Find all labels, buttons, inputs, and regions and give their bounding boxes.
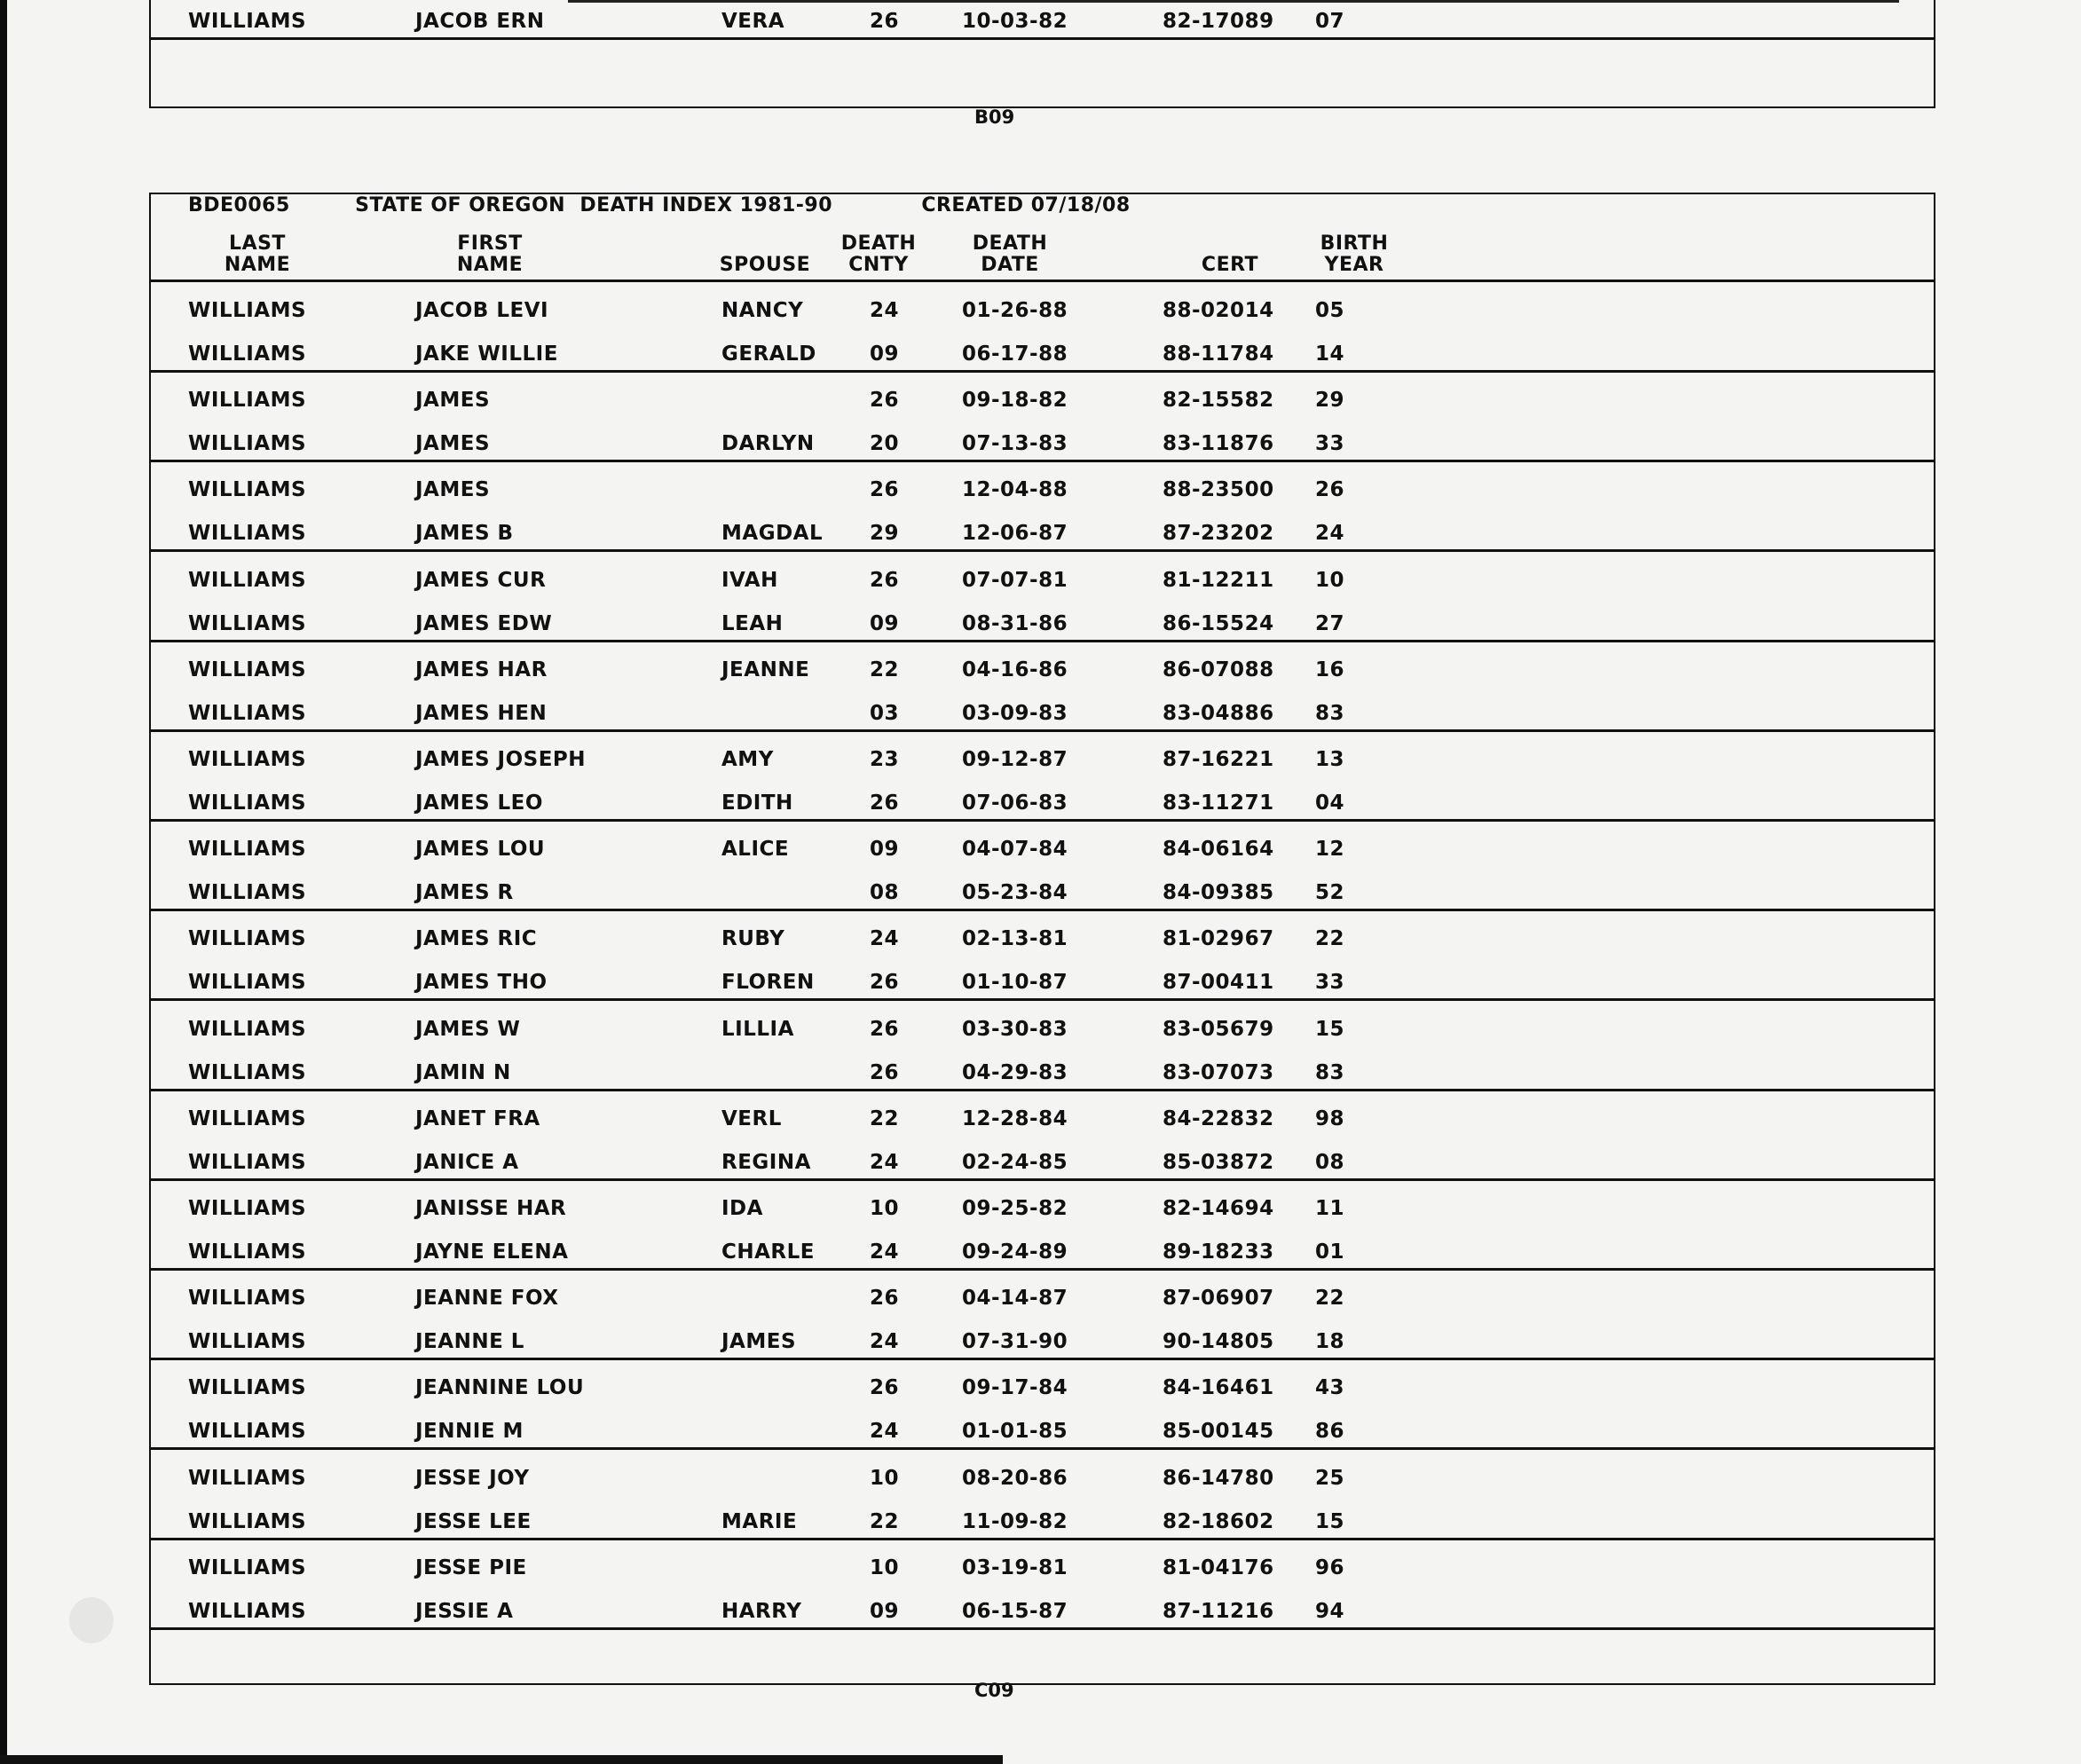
last-name-cell: WILLIAMS xyxy=(188,881,307,905)
spouse-cell: LEAH xyxy=(721,611,784,635)
column-header-birth-year xyxy=(1301,233,1407,276)
birth-year-cell: 22 xyxy=(1315,927,1345,951)
death-date-cell: 02-24-85 xyxy=(962,1150,1068,1174)
column-header-line2: CERT xyxy=(1201,254,1259,276)
first-name-cell: JEANNE L xyxy=(415,1330,524,1354)
birth-year-cell: 29 xyxy=(1315,389,1345,413)
last-name-cell: WILLIAMS xyxy=(188,1060,307,1084)
first-name-cell: JENNIE M xyxy=(415,1420,524,1444)
cert-number-cell: 83-11876 xyxy=(1163,432,1274,456)
death-date-cell: 07-06-83 xyxy=(962,791,1068,815)
row-rule xyxy=(151,1089,1934,1091)
death-county-cell: 29 xyxy=(870,522,900,546)
first-name-cell: JESSE LEE xyxy=(415,1509,532,1533)
spouse-cell: IDA xyxy=(721,1197,763,1220)
cert-number-cell: 87-11216 xyxy=(1163,1599,1274,1623)
death-date-cell: 04-16-86 xyxy=(962,658,1068,681)
cert-number-cell: 86-15524 xyxy=(1163,611,1274,635)
cert-number-cell: 84-22832 xyxy=(1163,1106,1274,1130)
death-date-cell: 06-15-87 xyxy=(962,1599,1068,1623)
column-header-line1: DEATH xyxy=(972,232,1048,255)
last-name-cell: WILLIAMS xyxy=(188,432,307,456)
last-name-cell: WILLIAMS xyxy=(188,1240,307,1264)
death-date-cell: 12-04-88 xyxy=(962,478,1068,502)
cert-number-cell: 84-09385 xyxy=(1163,881,1274,905)
spouse-cell: NANCY xyxy=(721,299,804,322)
cert-number-cell: 82-17089 xyxy=(1163,10,1274,33)
column-header-line2: NAME xyxy=(224,254,291,276)
birth-year-cell: 25 xyxy=(1315,1466,1345,1490)
death-index-table xyxy=(149,193,1935,1685)
birth-year-cell: 52 xyxy=(1315,881,1345,905)
death-date-cell: 03-30-83 xyxy=(962,1017,1068,1041)
spouse-cell: ALICE xyxy=(721,838,790,862)
report-created: CREATED 07/18/08 xyxy=(921,194,1131,217)
first-name-cell: JAMIN N xyxy=(415,1060,511,1084)
cert-number-cell: 83-11271 xyxy=(1163,791,1274,815)
column-header-cert-number xyxy=(1177,233,1283,276)
death-county-cell: 22 xyxy=(870,658,900,681)
birth-year-cell: 15 xyxy=(1315,1017,1345,1041)
report-header xyxy=(188,194,1131,217)
scan-edge-bottom xyxy=(0,1755,1003,1764)
column-header-spouse xyxy=(712,233,818,276)
death-county-cell: 10 xyxy=(870,1466,900,1490)
death-date-cell: 12-28-84 xyxy=(962,1106,1068,1130)
birth-year-cell: 08 xyxy=(1315,1150,1345,1174)
death-county-cell: 10 xyxy=(870,1197,900,1220)
birth-year-cell: 94 xyxy=(1315,1599,1345,1623)
last-name-cell: WILLIAMS xyxy=(188,1509,307,1533)
birth-year-cell: 15 xyxy=(1315,1509,1345,1533)
last-name-cell: WILLIAMS xyxy=(188,611,307,635)
last-name-cell: WILLIAMS xyxy=(188,1287,307,1311)
cert-number-cell: 86-14780 xyxy=(1163,1466,1274,1490)
first-name-cell: JAMES EDW xyxy=(415,611,553,635)
column-header-line2: NAME xyxy=(456,254,524,276)
spouse-cell: GERALD xyxy=(721,343,816,366)
row-rule xyxy=(151,998,1934,1001)
column-header-last-name xyxy=(204,233,311,276)
death-date-cell: 01-01-85 xyxy=(962,1420,1068,1444)
last-name-cell: WILLIAMS xyxy=(188,299,307,322)
first-name-cell: JEANNE FOX xyxy=(415,1287,559,1311)
death-county-cell: 26 xyxy=(870,1376,900,1400)
page-code-bottom: C09 xyxy=(974,1680,1014,1701)
last-name-cell: WILLIAMS xyxy=(188,1150,307,1174)
death-date-cell: 10-03-82 xyxy=(962,10,1068,33)
birth-year-cell: 07 xyxy=(1315,10,1345,33)
cert-number-cell: 87-16221 xyxy=(1163,748,1274,771)
death-date-cell: 01-26-88 xyxy=(962,299,1068,322)
birth-year-cell: 13 xyxy=(1315,748,1345,771)
column-header-death-county xyxy=(825,233,932,276)
column-header-line2: CNTY xyxy=(848,254,909,276)
cert-number-cell: 81-12211 xyxy=(1163,568,1274,592)
first-name-cell: JAMES B xyxy=(415,522,514,546)
first-name-cell: JAKE WILLIE xyxy=(415,343,558,366)
death-county-cell: 24 xyxy=(870,927,900,951)
cert-number-cell: 88-11784 xyxy=(1163,343,1274,366)
birth-year-cell: 14 xyxy=(1315,343,1345,366)
column-header-line1: BIRTH xyxy=(1320,232,1389,255)
birth-year-cell: 27 xyxy=(1315,611,1345,635)
death-date-cell: 09-17-84 xyxy=(962,1376,1068,1400)
last-name-cell: WILLIAMS xyxy=(188,568,307,592)
first-name-cell: JACOB LEVI xyxy=(415,299,549,322)
birth-year-cell: 11 xyxy=(1315,1197,1345,1220)
row-rule xyxy=(151,460,1934,462)
birth-year-cell: 43 xyxy=(1315,1376,1345,1400)
cert-number-cell: 87-23202 xyxy=(1163,522,1274,546)
birth-year-cell: 12 xyxy=(1315,838,1345,862)
last-name-cell: WILLIAMS xyxy=(188,1555,307,1579)
death-date-cell: 03-19-81 xyxy=(962,1555,1068,1579)
last-name-cell: WILLIAMS xyxy=(188,389,307,413)
first-name-cell: JEANNINE LOU xyxy=(415,1376,585,1400)
report-title: STATE OF OREGON DEATH INDEX 1981-90 xyxy=(355,194,833,217)
first-name-cell: JAMES LOU xyxy=(415,838,546,862)
previous-section-box xyxy=(149,0,1935,108)
death-county-cell: 20 xyxy=(870,432,900,456)
death-date-cell: 05-23-84 xyxy=(962,881,1068,905)
spouse-cell: MARIE xyxy=(721,1509,798,1533)
last-name-cell: WILLIAMS xyxy=(188,1599,307,1623)
birth-year-cell: 86 xyxy=(1315,1420,1345,1444)
last-name-cell: WILLIAMS xyxy=(188,1106,307,1130)
column-header-line1: LAST xyxy=(229,232,286,255)
cert-number-cell: 81-02967 xyxy=(1163,927,1274,951)
cert-number-cell: 83-07073 xyxy=(1163,1060,1274,1084)
last-name-cell: WILLIAMS xyxy=(188,343,307,366)
death-county-cell: 24 xyxy=(870,299,900,322)
page-code-top: B09 xyxy=(974,106,1015,128)
birth-year-cell: 16 xyxy=(1315,658,1345,681)
row-rule xyxy=(151,1268,1934,1271)
row-rule xyxy=(151,1447,1934,1450)
cert-number-cell: 88-02014 xyxy=(1163,299,1274,322)
death-county-cell: 09 xyxy=(870,611,900,635)
death-date-cell: 06-17-88 xyxy=(962,343,1068,366)
death-county-cell: 26 xyxy=(870,478,900,502)
death-date-cell: 12-06-87 xyxy=(962,522,1068,546)
row-rule xyxy=(151,1178,1934,1181)
first-name-cell: JAMES xyxy=(415,432,491,456)
first-name-cell: JANICE A xyxy=(415,1150,519,1174)
cert-number-cell: 83-05679 xyxy=(1163,1017,1274,1041)
cert-number-cell: 82-14694 xyxy=(1163,1197,1274,1220)
report-id: BDE0065 xyxy=(188,194,290,217)
death-date-cell: 02-13-81 xyxy=(962,927,1068,951)
last-name-cell: WILLIAMS xyxy=(188,1330,307,1354)
column-header-first-name xyxy=(437,233,543,276)
birth-year-cell: 05 xyxy=(1315,299,1345,322)
column-header-death-date xyxy=(957,233,1063,276)
first-name-cell: JAMES R xyxy=(415,881,514,905)
death-county-cell: 09 xyxy=(870,838,900,862)
row-rule xyxy=(151,819,1934,822)
cert-number-cell: 85-03872 xyxy=(1163,1150,1274,1174)
row-rule xyxy=(151,909,1934,911)
death-date-cell: 08-20-86 xyxy=(962,1466,1068,1490)
spouse-cell: FLOREN xyxy=(721,971,815,995)
death-county-cell: 26 xyxy=(870,568,900,592)
death-date-cell: 09-25-82 xyxy=(962,1197,1068,1220)
spouse-cell: IVAH xyxy=(721,568,778,592)
death-county-cell: 22 xyxy=(870,1509,900,1533)
cert-number-cell: 85-00145 xyxy=(1163,1420,1274,1444)
birth-year-cell: 26 xyxy=(1315,478,1345,502)
header-rule xyxy=(151,280,1934,282)
last-name-cell: WILLIAMS xyxy=(188,522,307,546)
last-name-cell: WILLIAMS xyxy=(188,1017,307,1041)
cert-number-cell: 90-14805 xyxy=(1163,1330,1274,1354)
column-header-line1: FIRST xyxy=(457,232,523,255)
death-date-cell: 09-24-89 xyxy=(962,1240,1068,1264)
birth-year-cell: 01 xyxy=(1315,1240,1345,1264)
cert-number-cell: 87-06907 xyxy=(1163,1287,1274,1311)
first-name-cell: JACOB ERN xyxy=(415,10,545,33)
first-name-cell: JAMES HAR xyxy=(415,658,548,681)
death-date-cell: 03-09-83 xyxy=(962,701,1068,725)
cert-number-cell: 87-00411 xyxy=(1163,971,1274,995)
scan-smudge xyxy=(69,1597,114,1643)
row-rule xyxy=(151,37,1934,40)
death-date-cell: 07-07-81 xyxy=(962,568,1068,592)
birth-year-cell: 83 xyxy=(1315,701,1345,725)
birth-year-cell: 33 xyxy=(1315,971,1345,995)
spouse-cell: DARLYN xyxy=(721,432,815,456)
death-county-cell: 24 xyxy=(870,1150,900,1174)
last-name-cell: WILLIAMS xyxy=(188,791,307,815)
birth-year-cell: 98 xyxy=(1315,1106,1345,1130)
first-name-cell: JAMES JOSEPH xyxy=(415,748,587,771)
column-header-line1 xyxy=(712,233,818,255)
death-county-cell: 23 xyxy=(870,748,900,771)
death-date-cell: 04-07-84 xyxy=(962,838,1068,862)
first-name-cell: JANET FRA xyxy=(415,1106,540,1130)
spouse-cell: LILLIA xyxy=(721,1017,794,1041)
spouse-cell: JAMES xyxy=(721,1330,797,1354)
column-header-line1 xyxy=(1177,233,1283,255)
first-name-cell: JAMES LEO xyxy=(415,791,543,815)
death-county-cell: 09 xyxy=(870,343,900,366)
row-rule xyxy=(151,1358,1934,1360)
death-county-cell: 26 xyxy=(870,1017,900,1041)
birth-year-cell: 04 xyxy=(1315,791,1345,815)
first-name-cell: JESSE JOY xyxy=(415,1466,530,1490)
row-rule xyxy=(151,549,1934,552)
cert-number-cell: 82-15582 xyxy=(1163,389,1274,413)
death-county-cell: 24 xyxy=(870,1420,900,1444)
row-rule xyxy=(151,640,1934,642)
row-rule xyxy=(151,370,1934,373)
first-name-cell: JAMES THO xyxy=(415,971,548,995)
death-date-cell: 04-29-83 xyxy=(962,1060,1068,1084)
last-name-cell: WILLIAMS xyxy=(188,10,307,33)
last-name-cell: WILLIAMS xyxy=(188,701,307,725)
birth-year-cell: 10 xyxy=(1315,568,1345,592)
first-name-cell: JAMES CUR xyxy=(415,568,547,592)
first-name-cell: JANISSE HAR xyxy=(415,1197,567,1220)
last-name-cell: WILLIAMS xyxy=(188,971,307,995)
death-county-cell: 26 xyxy=(870,791,900,815)
death-date-cell: 09-12-87 xyxy=(962,748,1068,771)
scan-edge-left xyxy=(0,0,7,1764)
column-header-line2: SPOUSE xyxy=(719,254,811,276)
death-county-cell: 26 xyxy=(870,389,900,413)
cert-number-cell: 81-04176 xyxy=(1163,1555,1274,1579)
death-county-cell: 26 xyxy=(870,10,900,33)
birth-year-cell: 33 xyxy=(1315,432,1345,456)
last-name-cell: WILLIAMS xyxy=(188,1376,307,1400)
last-name-cell: WILLIAMS xyxy=(188,658,307,681)
first-name-cell: JAMES RIC xyxy=(415,927,538,951)
spouse-cell: MAGDAL xyxy=(721,522,824,546)
last-name-cell: WILLIAMS xyxy=(188,478,307,502)
first-name-cell: JAMES W xyxy=(415,1017,521,1041)
death-county-cell: 09 xyxy=(870,1599,900,1623)
cert-number-cell: 84-06164 xyxy=(1163,838,1274,862)
death-county-cell: 08 xyxy=(870,881,900,905)
death-county-cell: 26 xyxy=(870,1287,900,1311)
spouse-cell: VERA xyxy=(721,10,785,33)
death-county-cell: 26 xyxy=(870,1060,900,1084)
death-date-cell: 08-31-86 xyxy=(962,611,1068,635)
cert-number-cell: 84-16461 xyxy=(1163,1376,1274,1400)
death-date-cell: 11-09-82 xyxy=(962,1509,1068,1533)
death-date-cell: 07-13-83 xyxy=(962,432,1068,456)
death-date-cell: 04-14-87 xyxy=(962,1287,1068,1311)
spouse-cell: CHARLE xyxy=(721,1240,816,1264)
first-name-cell: JAYNE ELENA xyxy=(415,1240,569,1264)
cert-number-cell: 88-23500 xyxy=(1163,478,1274,502)
first-name-cell: JAMES HEN xyxy=(415,701,548,725)
death-county-cell: 24 xyxy=(870,1330,900,1354)
spouse-cell: HARRY xyxy=(721,1599,802,1623)
spouse-cell: RUBY xyxy=(721,927,785,951)
death-date-cell: 07-31-90 xyxy=(962,1330,1068,1354)
column-header-line1: DEATH xyxy=(840,232,917,255)
death-county-cell: 03 xyxy=(870,701,900,725)
cert-number-cell: 89-18233 xyxy=(1163,1240,1274,1264)
first-name-cell: JAMES xyxy=(415,478,491,502)
birth-year-cell: 24 xyxy=(1315,522,1345,546)
death-date-cell: 01-10-87 xyxy=(962,971,1068,995)
first-name-cell: JAMES xyxy=(415,389,491,413)
spouse-cell: JEANNE xyxy=(721,658,810,681)
last-name-cell: WILLIAMS xyxy=(188,1420,307,1444)
first-name-cell: JESSIE A xyxy=(415,1599,514,1623)
cert-number-cell: 82-18602 xyxy=(1163,1509,1274,1533)
last-name-cell: WILLIAMS xyxy=(188,838,307,862)
column-header-line2: DATE xyxy=(981,254,1039,276)
death-county-cell: 26 xyxy=(870,971,900,995)
death-county-cell: 22 xyxy=(870,1106,900,1130)
spouse-cell: VERL xyxy=(721,1106,782,1130)
spouse-cell: EDITH xyxy=(721,791,793,815)
spouse-cell: AMY xyxy=(721,748,774,771)
column-header-line2: YEAR xyxy=(1324,254,1384,276)
row-rule xyxy=(151,729,1934,732)
birth-year-cell: 22 xyxy=(1315,1287,1345,1311)
birth-year-cell: 18 xyxy=(1315,1330,1345,1354)
death-county-cell: 24 xyxy=(870,1240,900,1264)
last-name-cell: WILLIAMS xyxy=(188,1197,307,1220)
cert-number-cell: 83-04886 xyxy=(1163,701,1274,725)
last-name-cell: WILLIAMS xyxy=(188,748,307,771)
row-rule xyxy=(151,1538,1934,1540)
row-rule xyxy=(151,1627,1934,1630)
cert-number-cell: 86-07088 xyxy=(1163,658,1274,681)
death-county-cell: 10 xyxy=(870,1555,900,1579)
birth-year-cell: 96 xyxy=(1315,1555,1345,1579)
death-date-cell: 09-18-82 xyxy=(962,389,1068,413)
last-name-cell: WILLIAMS xyxy=(188,1466,307,1490)
first-name-cell: JESSE PIE xyxy=(415,1555,527,1579)
last-name-cell: WILLIAMS xyxy=(188,927,307,951)
birth-year-cell: 83 xyxy=(1315,1060,1345,1084)
spouse-cell: REGINA xyxy=(721,1150,811,1174)
